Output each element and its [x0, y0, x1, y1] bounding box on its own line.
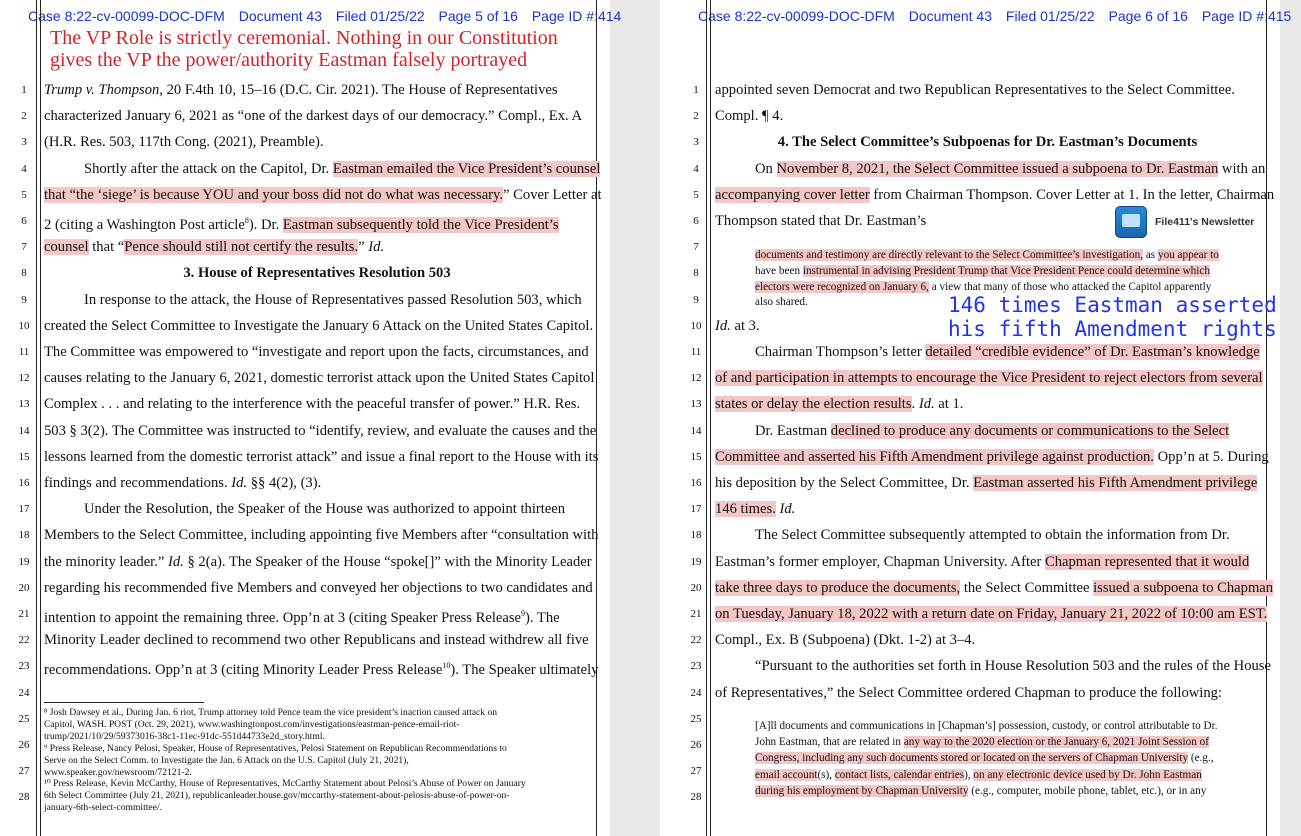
text-line	[44, 369, 594, 387]
line-number: 23	[690, 660, 702, 673]
text-line	[44, 238, 384, 256]
line-number: 17	[690, 503, 702, 516]
highlighted-text: Chapman represented that it would	[1044, 553, 1250, 570]
highlighted-text: states or delay the election results	[715, 396, 912, 413]
highlighted-text: declined to produce any documents or communications to the Select	[830, 422, 1230, 439]
line-number: 4	[693, 162, 699, 175]
text-line	[44, 631, 589, 649]
text-run: Minority Leader declined to recommend two other Republicans and instead withdrew all five	[44, 632, 589, 649]
text-run: 9	[521, 609, 526, 618]
highlighted-text: Eastman subsequently told the Vice President’s	[282, 216, 559, 233]
text-line	[715, 631, 975, 649]
text-run: as	[1143, 249, 1158, 261]
highlighted-text: Committee and asserted his Fifth Amendment privilege against production.	[715, 448, 1154, 465]
text-run: Id.	[168, 553, 184, 570]
line-number: 17	[18, 503, 30, 516]
line-number: 18	[18, 529, 30, 542]
text-run: characterized January 6, 2021 as “one of the darkest days of our democracy.” Compl., Ex. A	[44, 108, 583, 125]
text-run: ” Cover Letter at	[503, 186, 602, 203]
line-number: 13	[690, 398, 702, 411]
page-header	[698, 8, 1301, 24]
text-line	[755, 526, 1230, 544]
text-line	[715, 500, 795, 518]
text-line	[44, 605, 560, 627]
text-run: at 3.	[730, 317, 760, 334]
line-number: 8	[21, 267, 27, 280]
case-number: Case 8:22-cv-00099-DOC-DFM	[28, 8, 225, 24]
line-number: 9	[693, 293, 699, 306]
document-page-5	[0, 0, 622, 836]
filed-date: Filed 01/25/22	[1005, 8, 1095, 24]
text-line	[715, 81, 1235, 99]
section-heading	[715, 133, 1260, 151]
text-line	[44, 422, 596, 440]
text-run: Dr. Eastman	[755, 422, 831, 439]
text-run: have been	[755, 264, 803, 277]
text-line	[84, 500, 565, 518]
highlighted-text: Congress, including any such documents stored or located on the servers of Chapman University	[755, 752, 1189, 765]
line-number: 21	[690, 608, 702, 620]
footnote-line: www.speaker.gov/newsroom/72121-2.	[44, 766, 192, 778]
quote-line	[755, 263, 1210, 279]
highlighted-text: you appear to	[1157, 249, 1219, 261]
text-line	[715, 605, 1267, 623]
line-number: 20	[690, 581, 702, 594]
text-run: Id.	[918, 396, 935, 413]
line-number: 15	[690, 450, 702, 463]
line-number: 22	[690, 634, 702, 647]
newsletter-logo-icon	[1115, 206, 1147, 238]
text-run: ),	[964, 768, 974, 781]
line-number: 15	[18, 450, 30, 463]
text-line	[715, 186, 1274, 204]
annotation-line: gives the VP the power/authority Eastman falsely portrayed	[50, 49, 528, 71]
quote-line	[755, 279, 1211, 295]
highlighted-text: November 8, 2021, the Select Committee issued a subpoena to Dr. Eastman	[776, 160, 1219, 177]
text-run: of Representatives,” the Select Committee ordered Chapman to produce the following:	[715, 684, 1222, 701]
footnote-rule	[44, 702, 204, 703]
text-run: Id.	[231, 475, 248, 491]
text-run: (H.R. Res. 503, 117th Cong. (2021), Preamble).	[44, 134, 324, 151]
text-line	[44, 448, 598, 466]
line-number: 26	[18, 739, 30, 751]
text-run: regarding his recommended five Members and conveyed her objections to two candidates and	[44, 579, 593, 596]
text-line	[44, 526, 598, 544]
text-run: at 1.	[934, 396, 964, 413]
text-run: , 20 F.4th 10, 15–16 (D.C. Cir. 2021). The House of Representatives	[159, 82, 558, 98]
text-run: ”	[358, 239, 369, 256]
text-line	[44, 186, 602, 204]
text-line	[44, 474, 321, 492]
text-line	[44, 657, 598, 679]
highlighted-text: Eastman asserted his Fifth Amendment privilege	[973, 475, 1258, 491]
line-number: 25	[690, 712, 702, 725]
text-run: The Select Committee subsequently attempted to obtain the information from Dr.	[755, 527, 1230, 544]
text-line	[755, 160, 1265, 178]
text-run: a view that many of those who attacked the Capitol apparently	[928, 280, 1212, 293]
text-run: Compl., Ex. B (Subpoena) (Dkt. 1-2) at 3–4.	[715, 632, 976, 649]
document-number: Document 43	[908, 8, 993, 24]
margin-rule	[710, 0, 711, 836]
margin-rule-right	[596, 0, 597, 836]
footnote-line: ¹⁰ Press Release, Kevin McCarthy, House of Representatives, McCarthy Statement about Pelosi’s Abuse of Power on January	[44, 778, 526, 790]
line-number: 27	[690, 765, 702, 778]
line-number: 18	[690, 529, 702, 542]
footnote-line: january-6th-select-committee/.	[44, 802, 163, 814]
line-number: 22	[18, 634, 30, 647]
highlighted-text: email account	[755, 768, 818, 781]
highlighted-text: 146 times.	[715, 501, 776, 518]
footnote-line: 6th Select Committee (July 21, 2021), republicanleader.house.gov/mccarthy-statement-about-pelosis-abuse-of-power-on-	[44, 790, 510, 802]
highlighted-text: counsel	[44, 239, 89, 256]
section-heading	[44, 264, 590, 282]
text-run: 503 § 3(2). The Committee was instructed to “identify, review, and evaluate the causes and the	[44, 422, 597, 439]
page-id: Page ID #:415	[1201, 8, 1292, 24]
line-number: 28	[690, 791, 702, 804]
line-number: 26	[690, 739, 702, 751]
line-number: 2	[21, 110, 27, 123]
highlighted-text: accompanying cover letter	[715, 186, 870, 203]
text-run: (e.g.,	[1188, 752, 1214, 765]
highlighted-text: issued a subpoena to Chapman	[1093, 579, 1274, 596]
text-line	[44, 343, 589, 361]
annotation-line: his fifth Amendment rights	[948, 317, 1277, 341]
line-number: 7	[693, 241, 699, 254]
quote-line	[755, 294, 808, 310]
highlighted-text: take three days to produce the documents,	[715, 579, 961, 596]
line-number: 7	[21, 241, 27, 254]
line-number: 20	[18, 581, 30, 594]
line-number: 8	[693, 267, 699, 280]
quote-line	[755, 750, 1214, 766]
text-line	[715, 317, 760, 335]
margin-rule	[36, 0, 37, 836]
text-run: John Eastman, that are related in	[755, 736, 904, 749]
text-run: intention to appoint the remaining three. Opp’n at 3 (citing Speaker Press Release	[44, 609, 522, 626]
text-run: with an	[1218, 160, 1266, 177]
text-run: created the Select Committee to Investigate the January 6 Attack on the United States Capitol.	[44, 317, 594, 334]
text-run: On	[755, 160, 777, 177]
newsletter-label: File411's Newsletter	[1155, 216, 1255, 228]
text-run: (s),	[817, 768, 835, 781]
text-line	[715, 395, 963, 413]
page-number: Page 5 of 16	[438, 8, 518, 24]
text-run: (e.g., computer, mobile phone, tablet, etc.), or in any	[968, 784, 1207, 797]
annotation-line: The VP Role is strictly ceremonial. Nothing in our Constitution	[50, 27, 558, 49]
text-run: 2 (citing a Washington Post article	[44, 216, 245, 233]
text-run: the Select Committee	[960, 579, 1094, 596]
quote-line	[755, 783, 1206, 799]
highlighted-text: contact lists, calendar entries	[834, 768, 965, 781]
case-number: Case 8:22-cv-00099-DOC-DFM	[698, 8, 895, 24]
text-line	[715, 369, 1263, 387]
text-line	[44, 395, 580, 413]
quote-line	[755, 247, 1219, 263]
text-run: appointed seven Democrat and two Republican Representatives to the Select Committee.	[715, 82, 1235, 98]
line-number: 5	[693, 188, 699, 201]
filed-date: Filed 01/25/22	[335, 8, 425, 24]
line-number: 10	[18, 319, 30, 332]
highlighted-text: that “the ‘siege’ is because YOU and your boss did not do what was necessary.	[44, 186, 504, 203]
line-number: 19	[18, 555, 30, 568]
line-number: 19	[690, 555, 702, 568]
text-run: ). The Speaker ultimately	[450, 662, 599, 679]
highlighted-text: on any electronic device used by Dr. John Eastman	[973, 768, 1202, 781]
text-run: ). The	[525, 609, 560, 626]
highlighted-text: on Tuesday, January 18, 2022 with a return date on Friday, January 21, 2022 of 10:00 am EST.	[715, 606, 1268, 622]
text-line	[44, 317, 593, 335]
text-line	[44, 553, 592, 571]
line-number: 16	[18, 477, 30, 489]
text-run: causes relating to the January 6, 2021, domestic terrorist attack upon the United States Capitol	[44, 370, 595, 387]
line-number: 12	[690, 372, 702, 385]
line-number: 11	[18, 346, 30, 358]
text-run: Complex . . . and relating to the interference with the peaceful transfer of power.” H.R. Res.	[44, 396, 581, 413]
footnote-line: trump/2021/10/29/59373016-38c1-11ec-91dc-551d44733e2d_story.html.	[44, 730, 325, 742]
text-line	[44, 212, 559, 234]
line-number: 6	[693, 215, 699, 227]
annotation-line: 146 times Eastman asserted	[948, 293, 1277, 317]
footnote-line: Capitol, WASH. POST (Oct. 29, 2021), www.washingtonpost.com/investigations/eastman-pence-email-riot-	[44, 718, 460, 730]
line-number: 25	[18, 712, 30, 725]
line-number: 27	[18, 765, 30, 778]
text-run: § 2(a). The Speaker of the House “spoke[]” with the Minority Leader	[183, 553, 592, 570]
text-run: “Pursuant to the authorities set forth in House Resolution 503 and the rules of the House	[755, 658, 1271, 675]
line-number: 16	[690, 477, 702, 489]
text-run: Trump v. Thompson	[44, 82, 160, 98]
text-line	[715, 579, 1273, 597]
line-number: 23	[18, 660, 30, 673]
text-line	[715, 212, 926, 230]
text-run: Members to the Select Committee, including appointing five Members after “consultation with	[44, 527, 599, 544]
document-page-6	[660, 0, 1292, 836]
text-run: .	[911, 396, 919, 413]
text-line	[755, 422, 1229, 440]
footnote-line: ⁸ Josh Dawsey et al., During Jan. 6 riot, Trump attorney told Pence team the vice president’s inaction caused attack on	[44, 707, 498, 718]
highlighted-text: documents and testimony are directly relevant to the Select Committee’s investigation,	[755, 249, 1144, 261]
text-run: also shared.	[755, 296, 808, 309]
line-number: 5	[21, 188, 27, 201]
text-line	[84, 160, 600, 178]
handwritten-annotation	[50, 27, 558, 71]
line-number: 3	[693, 136, 699, 149]
line-number: 1	[21, 84, 27, 96]
line-number: 24	[18, 686, 30, 699]
text-line	[715, 684, 1222, 702]
footnote-line: Serve on the Select Comm. to Investigate the Jan. 6 Attack on the U.S. Capitol (July 21, 2021),	[44, 754, 409, 766]
line-number: 10	[690, 319, 702, 332]
quote-line	[755, 734, 1209, 750]
highlighted-text: detailed “credible evidence” of Dr. Eastman’s knowledge	[925, 344, 1260, 360]
highlighted-text: Eastman emailed the Vice President’s counsel	[332, 160, 601, 177]
text-run: In response to the attack, the House of Representatives passed Resolution 503, which	[84, 291, 582, 308]
line-number: 12	[18, 372, 30, 385]
text-line	[715, 474, 1257, 492]
text-run: Id.	[715, 317, 731, 334]
highlighted-text: Pence should still not certify the results.	[124, 239, 359, 256]
text-run: that “	[88, 239, 125, 256]
line-number: 14	[18, 424, 30, 437]
page-id: Page ID #:414	[531, 8, 622, 24]
highlighted-text: of and participation in attempts to encourage the Vice President to reject electors from several	[715, 370, 1263, 387]
text-run: 10	[442, 661, 451, 671]
text-run: recommendations. Opp’n at 3 (citing Minority Leader Press Release	[44, 662, 443, 679]
page-number: Page 6 of 16	[1108, 8, 1188, 24]
line-number: 11	[690, 346, 702, 358]
text-run: 4. The Select Committee’s Subpoenas for Dr. Eastman’s Documents	[777, 134, 1198, 151]
margin-rule	[40, 0, 41, 836]
highlighted-text: electors were recognized on January 6,	[755, 280, 929, 293]
text-run: Shortly after the attack on the Capitol, Dr.	[84, 160, 333, 177]
text-run: 3. House of Representatives Resolution 503	[183, 265, 451, 282]
margin-rule	[706, 0, 707, 836]
footnote-line: ⁹ Press Release, Nancy Pelosi, Speaker, House of Representatives, Pelosi Statement on Republican Recommendations to	[44, 742, 507, 754]
text-run: Id.	[368, 239, 385, 256]
text-run: lessons learned from the domestic terrorist attack” and issue a final report to the House with its	[44, 448, 599, 465]
text-run: §§ 4(2), (3).	[247, 475, 322, 491]
typed-annotation	[948, 293, 1277, 341]
highlighted-text: any way to the 2020 election or the January 6, 2021 Joint Session of	[903, 736, 1209, 749]
text-run: Opp’n at 5. During	[1153, 448, 1269, 465]
text-run: 8	[244, 216, 249, 225]
text-line	[84, 291, 582, 309]
text-line	[755, 657, 1271, 675]
text-run: Eastman’s former employer, Chapman University. After	[715, 553, 1045, 570]
text-run: Thompson stated that Dr. Eastman’s	[715, 213, 927, 229]
margin-rule-right	[1266, 0, 1267, 836]
highlighted-text: during his employment by Chapman University	[755, 784, 969, 797]
text-run: The Committee was empowered to “investigate and report upon the facts, circumstances, and	[44, 344, 589, 360]
text-line	[715, 553, 1249, 571]
text-run: the minority leader.”	[44, 553, 169, 570]
quote-line	[755, 767, 1202, 783]
text-run: his deposition by the Select Committee, Dr.	[715, 475, 974, 491]
line-number: 13	[18, 398, 30, 411]
text-run: [A]ll documents and communications in [Chapman’s] possession, custody, or control attributable to Dr.	[755, 720, 1218, 732]
text-line	[715, 448, 1269, 466]
text-run: Under the Resolution, the Speaker of the House was authorized to appoint thirteen	[84, 501, 566, 518]
line-number: 4	[21, 162, 27, 175]
line-number: 1	[693, 84, 699, 96]
text-line	[44, 107, 582, 125]
text-run: ). Dr.	[248, 216, 283, 233]
text-line	[44, 133, 324, 151]
line-number: 21	[18, 608, 30, 620]
line-number: 14	[690, 424, 702, 437]
line-number: 3	[21, 136, 27, 149]
line-number: 2	[693, 110, 699, 123]
line-number: 24	[690, 686, 702, 699]
text-run: Id.	[779, 501, 796, 518]
text-run: Chairman Thompson’s letter	[755, 344, 926, 360]
text-line	[44, 81, 558, 99]
text-run: from Chairman Thompson. Cover Letter at 1. In the letter, Chairman	[869, 186, 1275, 203]
highlighted-text: instrumental in advising President Trump that Vice President Pence could determine which	[802, 264, 1210, 277]
line-number: 28	[18, 791, 30, 804]
text-line	[44, 579, 593, 597]
line-number: 9	[21, 293, 27, 306]
document-number: Document 43	[238, 8, 323, 24]
text-run: findings and recommendations.	[44, 475, 232, 491]
page-header	[28, 8, 631, 24]
text-line	[755, 343, 1260, 361]
quote-line	[755, 718, 1218, 734]
text-line	[715, 107, 783, 125]
text-run: Compl. ¶ 4.	[715, 108, 784, 125]
line-number: 6	[21, 215, 27, 227]
